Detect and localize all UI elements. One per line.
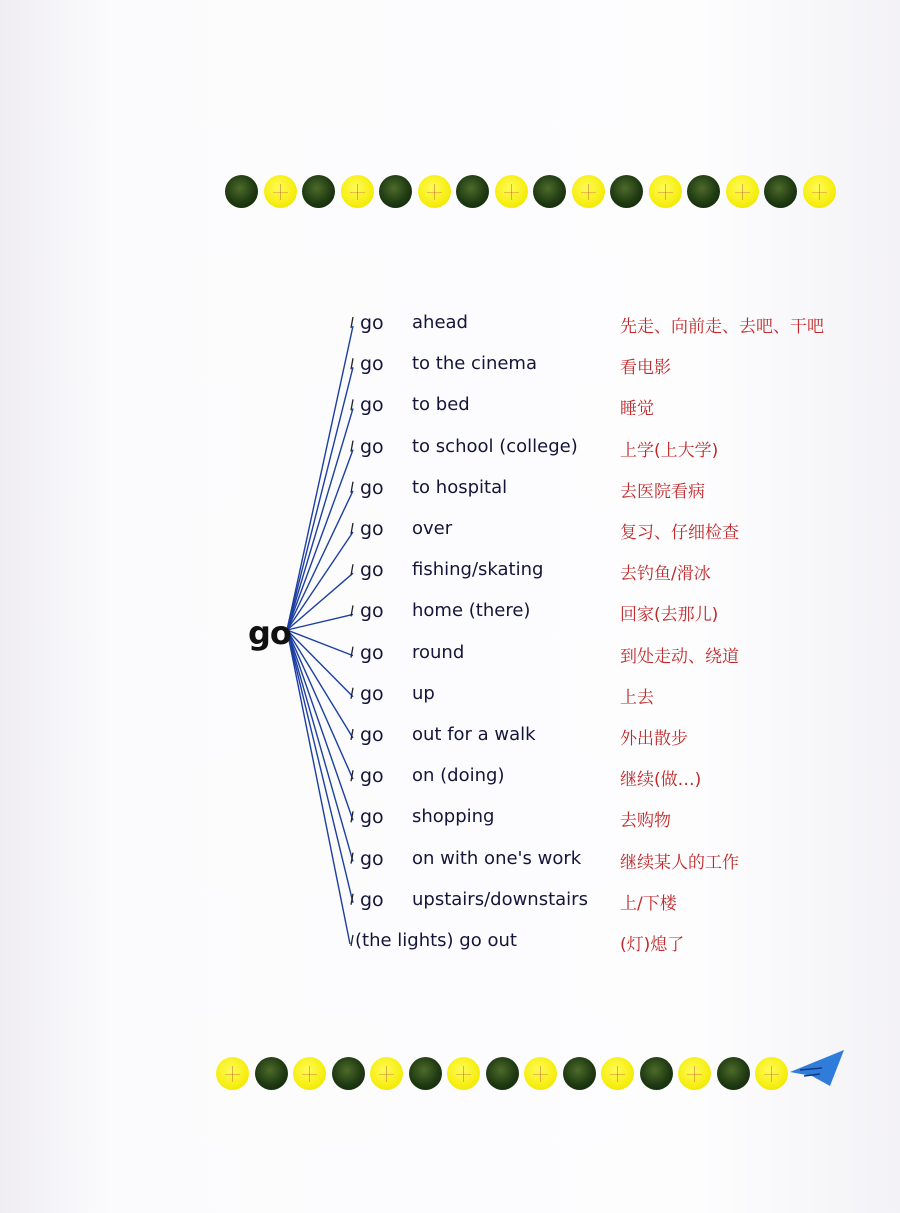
go-verb: go — [360, 847, 384, 870]
english-phrase: upstairs/downstairs — [412, 888, 588, 910]
english-phrase: to school (college) — [412, 435, 578, 457]
chinese-meaning: (灯)熄了 — [620, 935, 685, 955]
chinese-meaning: 复习、仔细检查 — [620, 523, 739, 543]
chinese-meaning: 去购物 — [620, 811, 671, 832]
go-verb: go — [360, 888, 384, 911]
go-verb: go — [360, 353, 384, 376]
english-phrase: ahead — [412, 312, 468, 333]
connector-line — [287, 630, 350, 944]
english-phrase: fishing/skating — [412, 559, 544, 581]
chinese-meaning: 睡觉 — [620, 399, 654, 420]
chinese-meaning: 看电影 — [620, 358, 671, 379]
connector-line — [287, 630, 353, 738]
chinese-meaning: 外出散步 — [620, 729, 688, 749]
go-verb: go — [360, 600, 384, 623]
chinese-meaning: 到处走动、绕道 — [620, 646, 739, 667]
connector-line — [287, 630, 353, 903]
english-phrase: round — [412, 641, 465, 663]
connector-line — [287, 367, 353, 630]
go-verb: go — [360, 682, 384, 705]
chinese-meaning: 继续(做…) — [620, 770, 702, 791]
chinese-meaning: 先走、向前走、去吧、干吧 — [620, 317, 824, 337]
english-phrase: (the lights) go out — [355, 930, 517, 951]
english-phrase: on (doing) — [412, 765, 505, 787]
chinese-meaning: 回家(去那儿) — [620, 605, 719, 626]
english-phrase: up — [412, 682, 435, 704]
english-phrase: shopping — [412, 806, 495, 828]
english-phrase: to the cinema — [412, 353, 537, 375]
go-verb: go — [360, 518, 384, 540]
english-phrase: home (there) — [412, 600, 531, 622]
chinese-meaning: 上/下楼 — [620, 893, 677, 914]
english-phrase: over — [412, 518, 453, 539]
go-verb: go — [360, 641, 384, 664]
go-verb: go — [360, 724, 384, 746]
go-verb: go — [360, 394, 384, 417]
connector-line — [287, 630, 353, 862]
go-verb: go — [360, 476, 384, 499]
english-phrase: to bed — [412, 394, 470, 416]
chinese-meaning: 上去 — [620, 687, 654, 708]
english-phrase: out for a walk — [412, 724, 536, 745]
english-phrase: on with one's work — [412, 847, 582, 869]
chinese-meaning: 去钓鱼/滑冰 — [620, 564, 711, 585]
page-corner-mark-icon — [786, 1046, 846, 1092]
chinese-meaning: 继续某人的工作 — [620, 852, 739, 873]
go-verb: go — [360, 312, 384, 334]
hub-word: go — [248, 614, 291, 652]
go-verb: go — [360, 559, 384, 582]
bracket-tick — [351, 688, 353, 699]
chinese-meaning: 去医院看病 — [620, 481, 705, 502]
connector-line — [287, 408, 353, 630]
go-verb: go — [360, 435, 384, 458]
go-verb: go — [360, 765, 384, 788]
connector-line — [287, 491, 353, 630]
go-verb: go — [360, 806, 384, 829]
chinese-meaning: 上学(上大学) — [620, 440, 719, 461]
english-phrase: to hospital — [412, 476, 508, 498]
bracket-tick — [351, 935, 353, 946]
